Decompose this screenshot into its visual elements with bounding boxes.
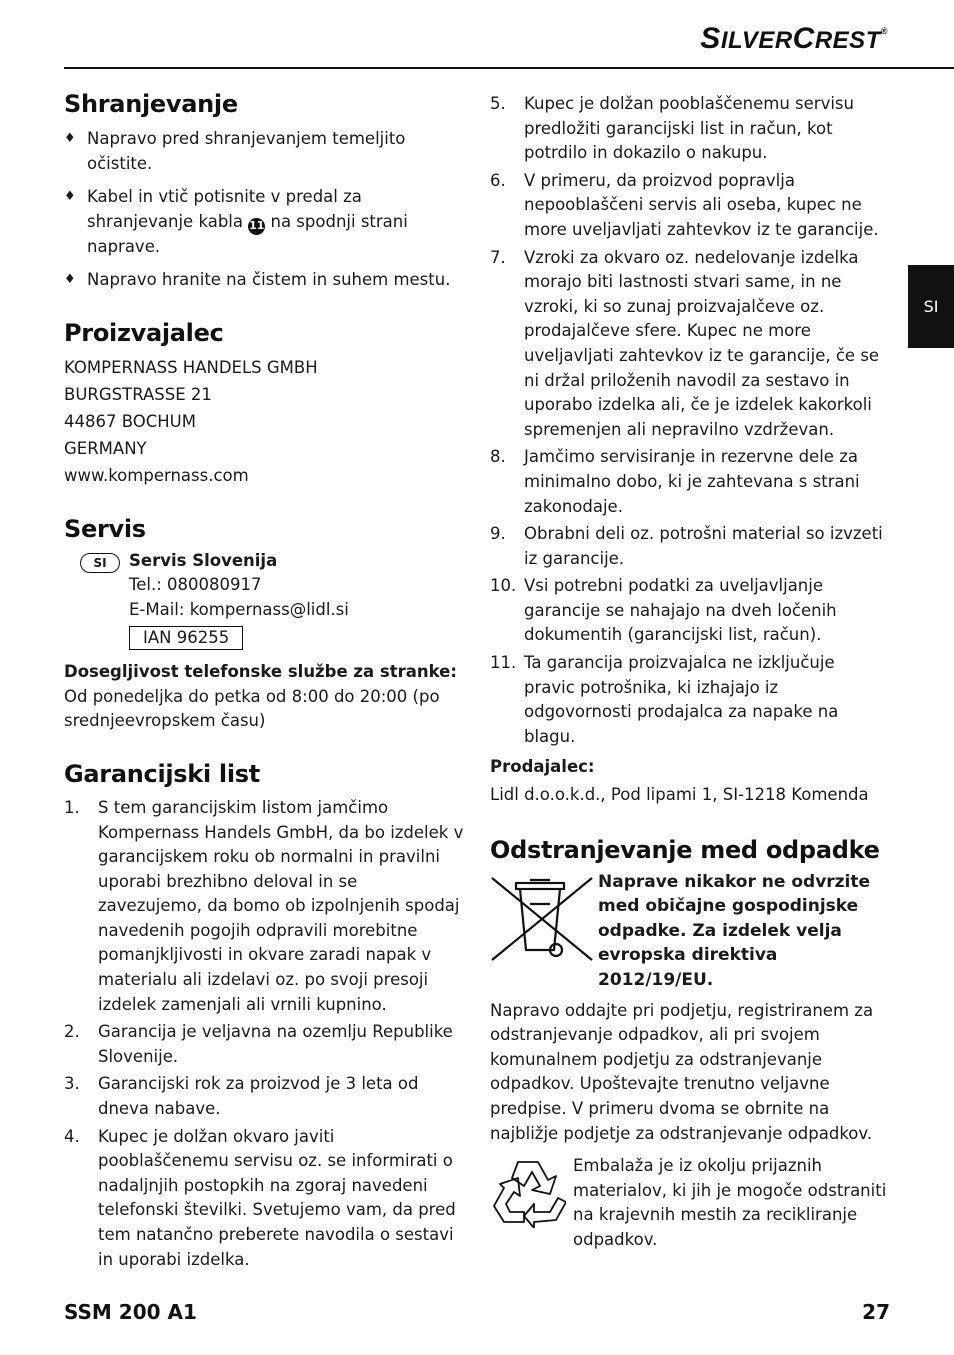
warranty-item: 6. V primeru, da proizvod popravlja nepooblaščeni servis ali oseba, kupec ne more uveljavljati zahtevkov iz te garancije. [490, 170, 879, 239]
warranty-item: 5. Kupec je dolžan pooblaščenemu servisu predložiti garancijski list in račun, kot potrdilo in dokazilo o nakupu. [490, 94, 854, 163]
footer-model: SSM 200 A1 [64, 1300, 197, 1324]
storage-bullet: ♦ Napravo pred shranjevanjem temeljito očistite. [64, 127, 464, 176]
recycle-icon [490, 1154, 573, 1252]
disposal-heading: Odstranjevanje med odpadke [490, 835, 880, 864]
warranty-heading: Garancijski list [64, 759, 260, 788]
diamond-bullet-icon: ♦ [64, 272, 76, 288]
warranty-item: 3. Garancijski rok za proizvod je 3 leta od dneva nabave. [64, 1074, 419, 1119]
part-number-icon: 11 [248, 218, 265, 235]
disposal-warning: Naprave nikakor ne odvrzite med običajne gospodinjske odpadke. Za izdelek velja evropska direktiva 2012/19/EU. [598, 871, 871, 990]
warranty-item: 4. Kupec je dolžan okvaro javiti pooblaščenemu servisu oz. se informirati o nadaljnjih postopkih na zgoraj navedeni telefonski številki. Svetujemo vam, da pred tem natančno preberete navodila o sestavi in uporabi izdelka. [64, 1126, 456, 1269]
warranty-item: 8. Jamčimo servisiranje in rezervne dele za minimalno dobo, ki je zahtevana s strani zakonodaje. [490, 447, 860, 516]
warranty-item: 11. Ta garancija proizvajalca ne izključuje pravic potrošnika, ki izhajajo iz odgovornosti prodajalca za napake na blagu. [490, 653, 839, 746]
disposal-text: Napravo oddajte pri podjetju, registriranem za odstranjevanje odpadkov, ali pri svojem komunalnem podjetju za odstranjevanje odpadkov. Upoštevajte trenutno veljavne predpise. V primeru dvoma se obrnite na najbližje podjetje za odstranjevanje odpadkov. [490, 1000, 874, 1143]
packaging-text: Embalaža je iz okolju prijaznih materialov, ki jih je mogoče odstraniti na krajevnih mestih za recikliranje odpadkov. [573, 1156, 887, 1249]
country-badge: SI [80, 553, 120, 573]
ian-box: IAN 96255 [129, 626, 243, 650]
warranty-item: 2. Garancija je veljavna na ozemlju Republike Slovenije. [64, 1022, 453, 1066]
warranty-item: 1. S tem garancijskim listom jamčimo Kompernass Handels GmbH, da bo izdelek v garancijskem roku ob normalni in pravilni uporabi brezhibno deloval in se zavezujemo, da bomo ob izpolnjenih spodaj navedenih pogojih odpravili morebitne pomanjkljivosti in okvare zaradi napak v materialu ali izdelavi oz. po svoji presoji izdelek zamenjali ali vrnili kupnino. [64, 797, 464, 1014]
service-name: Servis Slovenija [129, 550, 278, 570]
warranty-list-left [64, 796, 464, 1272]
service-email: E-Mail: kompernass@lidl.si [129, 599, 349, 619]
warranty-item: 9. Obrabni deli oz. potrošni material so izvzeti iz garancije. [490, 524, 883, 568]
warranty-item: 7. Vzroki za okvaro oz. nedelovanje izdelka morajo biti lastnosti stvari same, in ne vzroki, ki so zunaj proizvajalčeve oz. prodajalčeve sfere. Kupec ne more uveljavljati zahtevkov iz te garancije, če se ni držal priloženih navodil za sestavo in uporabo izdelka ali, če je izdelek kakorkoli spremenjen ali nepravilno vzdrževan. [490, 247, 880, 439]
manufacturer-heading: Proizvajalec [64, 318, 224, 347]
manufacturer-address: KOMPERNASS HANDELS GMBH BURGSTRASSE 21 44867 BOCHUM GERMANY www.kompernass.com [64, 354, 464, 489]
service-heading: Servis [64, 514, 146, 543]
warranty-item: 10. Vsi potrebni podatki za uveljavljanje garancije se nahajajo na dveh ločenih dokumentih (garancijski list, račun). [490, 576, 837, 645]
storage-bullet: ♦ Napravo hranite na čistem in suhem mestu. [64, 268, 464, 293]
packaging-block [490, 1154, 890, 1252]
brand-logo: SILVERCREST® [700, 22, 888, 55]
disposal-warning-block [490, 870, 890, 993]
warranty-list-right [490, 92, 890, 749]
service-block [64, 549, 464, 650]
storage-heading: Shranjevanje [64, 90, 238, 118]
service-phone: Tel.: 080080917 [129, 575, 262, 595]
storage-bullet: ♦ Kabel in vtič potisnite v predal za shranjevanje kabla 11 na spodnji strani naprave. [64, 185, 464, 259]
right-column [490, 92, 890, 1253]
availability-text: Od ponedeljka do petka od 8:00 do 20:00 (po srednjeevropskem času) [64, 686, 440, 731]
diamond-bullet-icon: ♦ [64, 131, 76, 146]
availability-title: Dosegljivost telefonske službe za stranke: [64, 662, 457, 682]
header-rule [64, 67, 954, 69]
page-number: 27 [862, 1300, 890, 1324]
seller-title: Prodajalec: [490, 757, 595, 777]
crossed-out-bin-icon [490, 870, 598, 993]
language-tab: SI [908, 265, 954, 348]
diamond-bullet-icon: ♦ [64, 189, 76, 205]
left-column [64, 90, 464, 1275]
seller-text: Lidl d.o.o.k.d., Pod lipami 1, SI-1218 Komenda [490, 785, 869, 805]
manufacturer-website-link[interactable]: www.kompernass.com [64, 465, 249, 485]
